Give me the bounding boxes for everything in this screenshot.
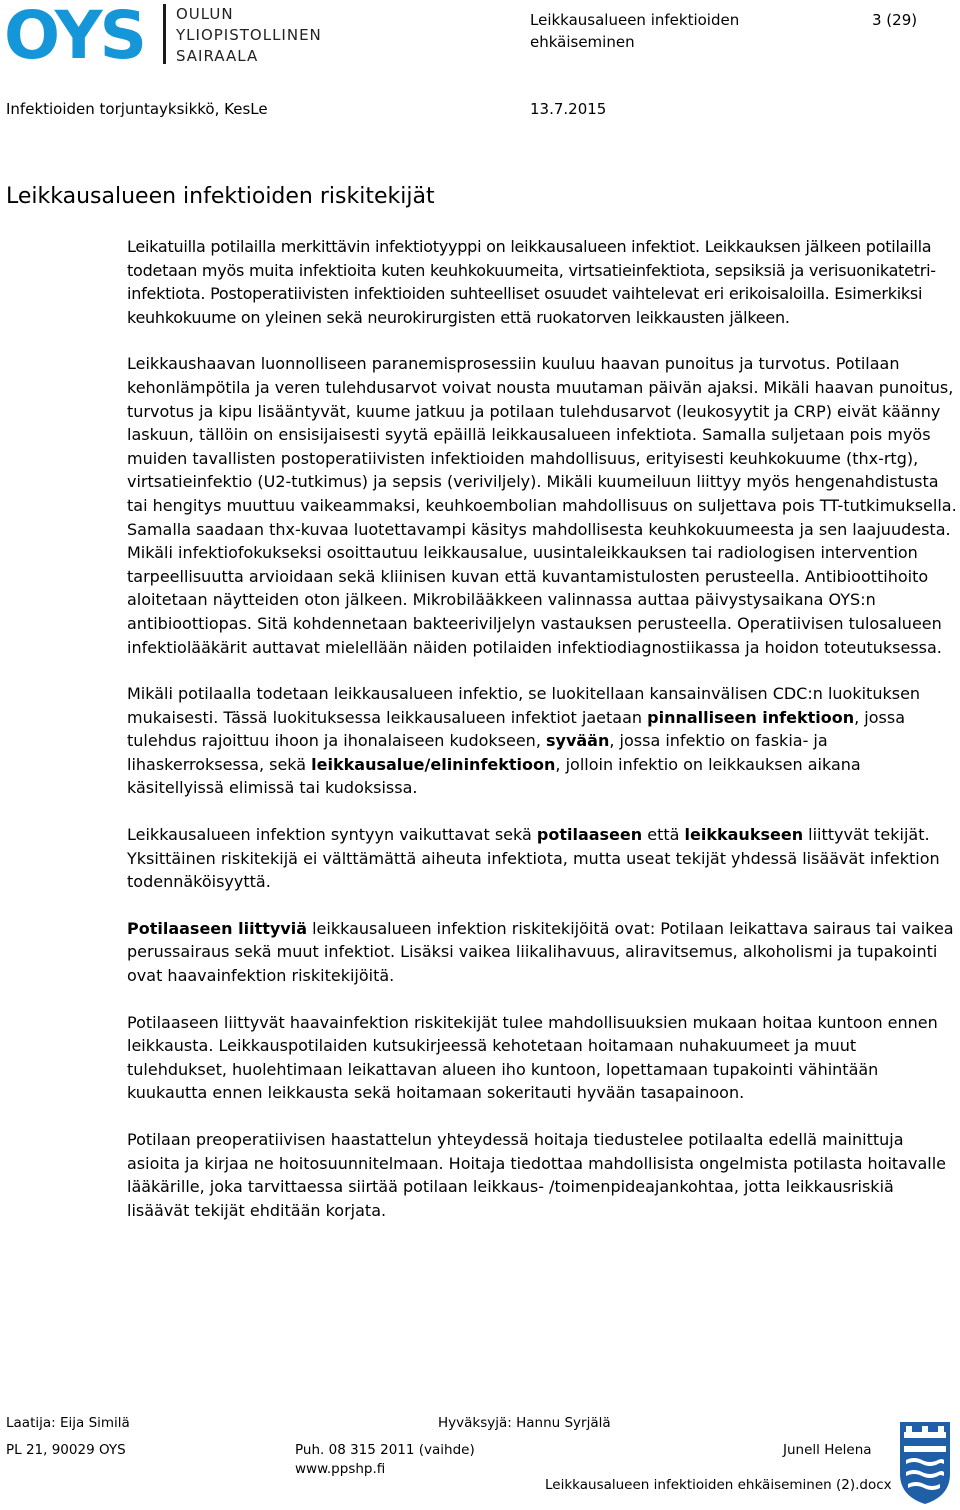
footer-author: Laatija: Eija Similä bbox=[6, 1415, 130, 1431]
paragraph-text: leikkausalueen infektion riskitekijöitä ovat: Potilaan leikattava sairaus tai vaikea perussairaus sekä muut infektiot. Lisäksi vaikea liikalihavuus, aliravitsemus, alkoholismi ja tupakointi ovat haavainfektion riskitekijöitä. bbox=[127, 918, 954, 986]
paragraph-text: liittyvät tekijät. Yksittäinen riskitekijä ei välttämättä aiheuta infektiota, mutta useat tekijät yhdessä lisäävät infektion todennäköisyyttä. bbox=[127, 825, 940, 892]
paragraph-text: Leikkaushaavan luonnolliseen paranemisprosessiin kuuluu haavan punoitus ja turvotus. Potilaan kehonlämpötila ja veren tulehdusarvot voivat nousta muutaman päivän ajaksi. Mikäli haavan punoitus, turvotus ja kipu lisääntyvät, kuume jatkuu ja potilaan tulehdusarvot (leukosyytit ja CRP) eivät käänny laskuun, tällöin on ensisijaisesti syytä epäillä leikkausalueen infektiota. Samalla suljetaan pois myös muiden tavallisten postoperatiivisten infektioiden mahdollisuus, erityisesti keuhkokuume (thx-rtg), virtsatieinfektio (U2-tutkimus) ja sepsis (veriviljely). Mikäli kuumeiluun liittyy myös hengenahdistusta tai hengitys muuttuu vaikeammaksi, keuhkoembolian mahdollisuus on suljettava pois TT-tutkimuksella. Samalla saadaan thx-kuvaa luotettavampi käsitys mahdollisesta keuhkokuumeesta ja sen laajuudesta. Mikäli infektiofokukseksi osoittautuu leikkausalue, uusintaleikkauksen tai radiologisen intervention tarpeellisuutta arvioidaan sekä kliinisen kuvan että kuvantamistulosten perusteella. Antibioottihoito aloitetaan näytteiden oton jälkeen. Mikrobilääkkeen valinnassa auttaa päivystysaikana OYS:n antibioottiopas. Sitä kohdennetaan bakteeriviljelyn vastauksen perusteella. Operatiivisen tulosalueen infektiolääkärit auttavat mielellään näiden potilaiden infektiodiagnostiikassa ja hoidon toteutuksessa. bbox=[127, 354, 957, 657]
paragraph-text: että bbox=[642, 825, 685, 845]
section-heading: Leikkausalueen infektioiden riskitekijät bbox=[6, 184, 435, 209]
bold-text: potilaaseen bbox=[536, 825, 643, 845]
body-paragraph bbox=[127, 352, 957, 659]
bold-text: syvään bbox=[546, 731, 610, 751]
bold-text: pinnalliseen infektioon bbox=[647, 707, 855, 727]
body-paragraph bbox=[127, 235, 957, 329]
svg-text:OYS: OYS bbox=[4, 2, 145, 66]
paragraph-text: Leikkausalueen infektion syntyyn vaikuttavat sekä bbox=[127, 825, 537, 845]
paragraph-text: Leikatuilla potilailla merkittävin infektiotyyppi on leikkausalueen infektiot. Leikkauksen jälkeen potilailla todetaan myös muita infektioita kuten keuhkokuumeita, virtsatieinfektiota, sepsiksiä ja verisuonikatetri-infektiota. Postoperatiivisten infektioiden suhteelliset osuudet vaihtelevat eri erikoisaloilla. Esimerkiksi keuhkokuume on yleinen sekä neurokirurgisten että ruokatorven leikkausten jälkeen. bbox=[127, 237, 936, 327]
body-paragraph bbox=[127, 823, 957, 894]
body-paragraph bbox=[127, 917, 957, 988]
coat-of-arms-icon bbox=[894, 1418, 956, 1506]
footer-filename: Leikkausalueen infektioiden ehkäiseminen (2).docx bbox=[545, 1477, 892, 1493]
body-paragraph bbox=[127, 1128, 957, 1222]
footer-contact: Junell Helena bbox=[783, 1442, 872, 1458]
svg-text:YLIOPISTOLLINEN: YLIOPISTOLLINEN bbox=[176, 26, 322, 44]
paragraph-text: , jossa tulehdus rajoittuu ihoon ja ihonalaiseen kudokseen, bbox=[127, 707, 906, 751]
footer-phone: Puh. 08 315 2011 (vaihde) bbox=[295, 1442, 475, 1458]
document-date: 13.7.2015 bbox=[530, 100, 607, 118]
bold-text: leikkaukseen bbox=[684, 825, 804, 845]
svg-text:SAIRAALA: SAIRAALA bbox=[176, 47, 259, 65]
paragraph-text: Potilaan preoperatiivisen haastattelun yhteydessä hoitaja tiedustelee potilaalta edellä mainittuja asioita ja kirjaa ne hoitosuunnitelmaan. Hoitaja tiedottaa mahdollisista ongelmista potilasta hoitavalle lääkärille, joka tarvittaessa siirtää potilaan leikkaus- /toimenpideajankohtaa, jotta leikkausriskiä lisäävät tekijät ehditään korjata. bbox=[127, 1130, 946, 1220]
footer-address: PL 21, 90029 OYS bbox=[6, 1442, 126, 1458]
paragraph-text: Potilaaseen liittyvät haavainfektion riskitekijät tulee mahdollisuuksien mukaan hoitaa kuntoon ennen leikkausta. Leikkauspotilaiden kutsukirjeessä kehotetaan hoitamaan nuhakuumeet ja muut tulehdukset, huolehtimaan leikattavan alueen iho kuntoon, lopettamaan tupakointi vähintään kuukautta ennen leikkausta sekä hoitamaan sokeritauti hyvään tasapainoon. bbox=[127, 1012, 938, 1103]
svg-text:OULUN: OULUN bbox=[176, 5, 234, 23]
footer-website: www.ppshp.fi bbox=[295, 1461, 386, 1477]
paragraph-text: Mikäli potilaalla todetaan leikkausalueen infektio, se luokitellaan kansainvälisen CDC:n luokituksen mukaisesti. Tässä luokituksessa leikkausalueen infektiot jaetaan bbox=[127, 684, 921, 727]
body-paragraph bbox=[127, 1011, 957, 1105]
body-paragraph bbox=[127, 682, 957, 800]
bold-text: Potilaaseen liittyviä bbox=[127, 918, 308, 938]
oys-logo bbox=[4, 2, 334, 66]
paragraph-text: , jossa infektio on faskia- ja lihaskerroksessa, sekä bbox=[127, 731, 828, 774]
bold-text: leikkausalue/elininfektioon bbox=[311, 754, 556, 774]
unit-name: Infektioiden torjuntayksikkö, KesLe bbox=[6, 100, 268, 118]
footer-approver: Hyväksyjä: Hannu Syrjälä bbox=[438, 1415, 611, 1431]
page-number: 3 (29) bbox=[872, 11, 918, 29]
body-content bbox=[127, 235, 957, 1245]
paragraph-text: , jolloin infektio on leikkauksen aikana käsitellyissä elimissä tai kudoksissa. bbox=[127, 754, 861, 798]
document-title: Leikkausalueen infektioiden ehkäiseminen bbox=[530, 11, 740, 51]
